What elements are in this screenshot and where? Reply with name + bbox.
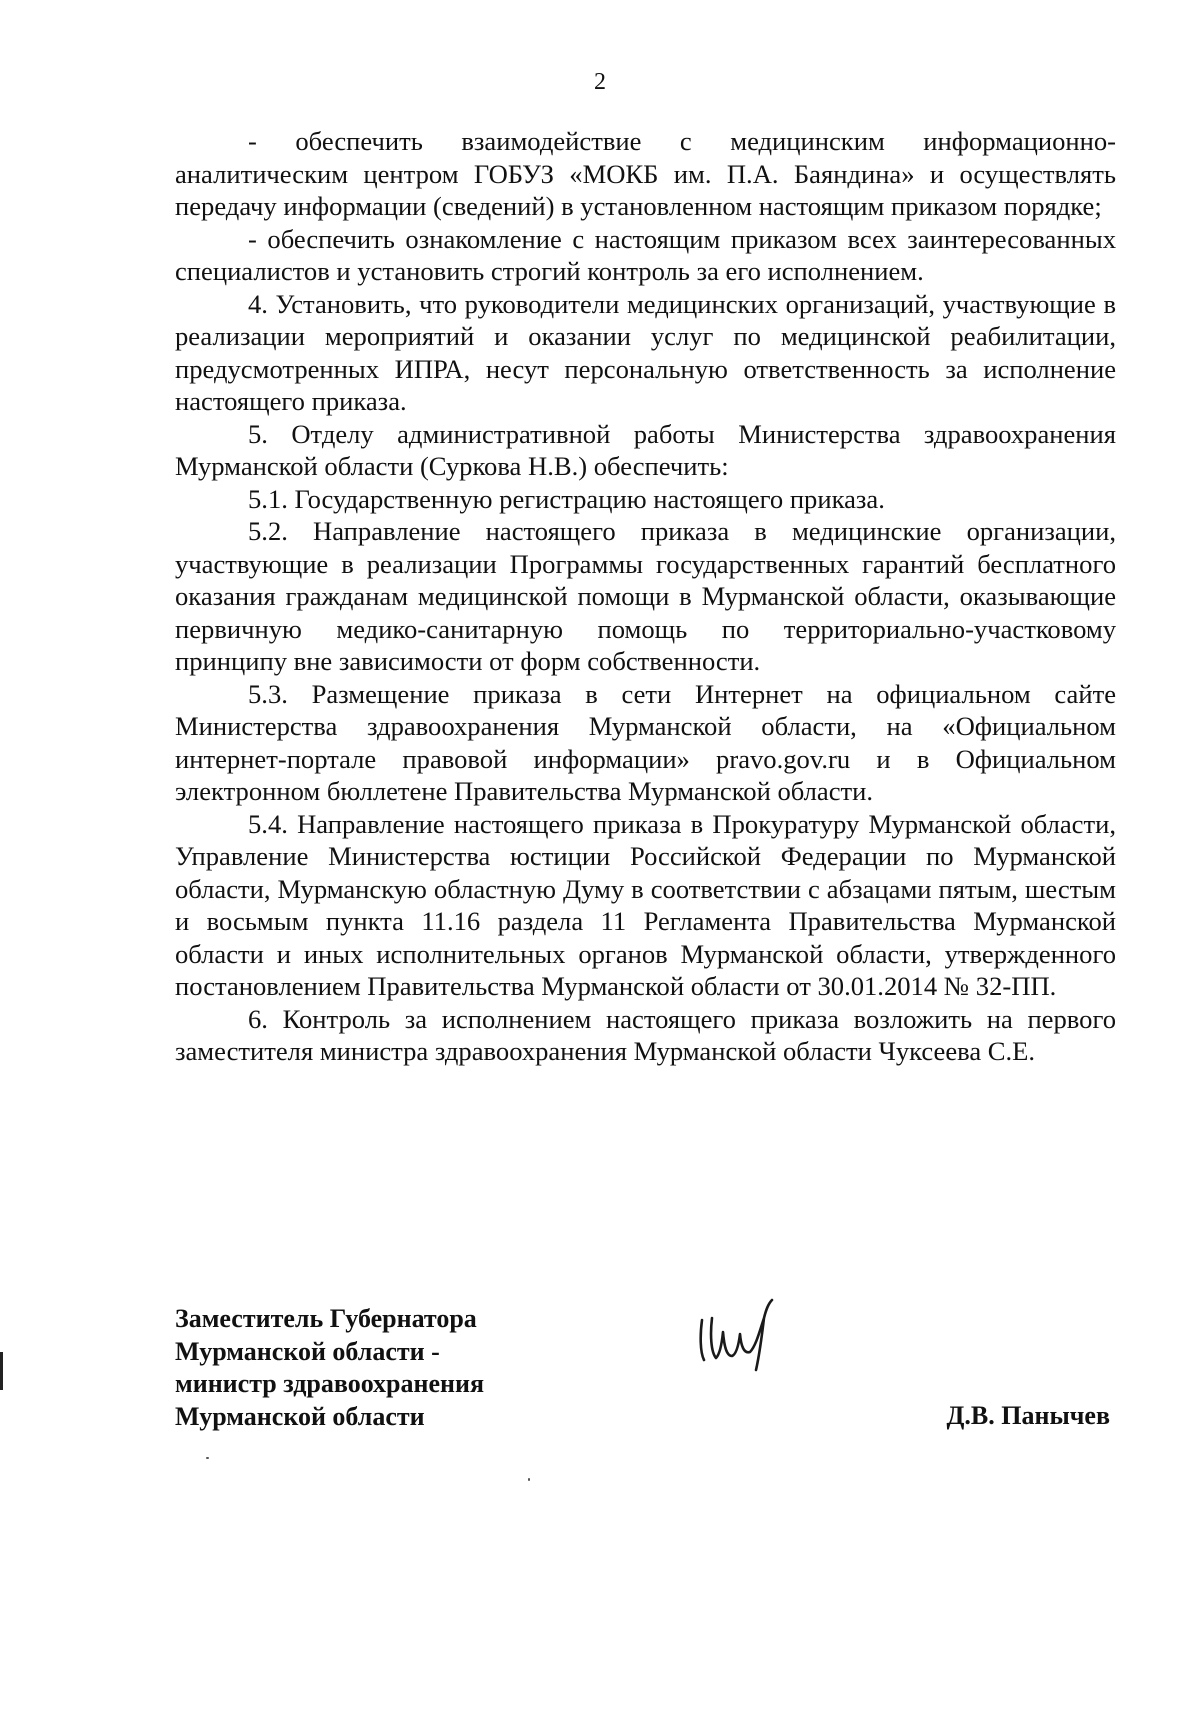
- signer-position-line: Мурманской области: [175, 1401, 425, 1431]
- paragraph-item-6: 6. Контроль за исполнением настоящего приказа возложить на первого заместителя министра здравоохранения Мурманской области Чуксеева С.Е.: [175, 1003, 1116, 1066]
- paragraph-item-5: 5. Отделу административной работы Министерства здравоохранения Мурманской области (Суркова Н.В.) обеспечить:: [175, 418, 1116, 481]
- paragraph-interaction: - обеспечить взаимодействие с медицинским информационно-аналитическим центром ГОБУЗ «МОКБ им. П.А. Баяндина» и осуществлять передачу информации (сведений) в установленном настоящим приказом порядке;: [175, 126, 1116, 221]
- signer-name: Д.В. Панычев: [946, 1401, 1110, 1430]
- paragraph-item-5-1: 5.1. Государственную регистрацию настоящего приказа.: [248, 483, 885, 514]
- signer-position-line: Заместитель Губернатора: [175, 1304, 477, 1333]
- page-number: 2: [594, 69, 606, 95]
- document-body: [175, 125, 1116, 1068]
- signer-position: [175, 1303, 484, 1433]
- paragraph-item-4: 4. Установить, что руководители медицинских организаций, участвующие в реализации мероприятий и оказании услуг по медицинской реабилитации, предусмотренных ИПРА, несут персональную ответственность за исполнение настоящего приказа.: [175, 288, 1116, 416]
- signer-position-line: Мурманской области -: [175, 1336, 440, 1366]
- paragraph-item-5-2: 5.2. Направление настоящего приказа в медицинские организации, участвующие в реализации Программы государственных гарантий бесплатного оказания гражданам медицинской помощи в Мурманской области, оказывающие первичную медико-санитарную помощь по территориально-участковому принципу вне зависимости от форм собственности.: [175, 516, 1116, 676]
- paragraph-familiarization: - обеспечить ознакомление с настоящим приказом всех заинтересованных специалистов и установить строгий контроль за его исполнением.: [175, 223, 1116, 286]
- paragraph-item-5-4: 5.4. Направление настоящего приказа в Прокуратуру Мурманской области, Управление Министерства юстиции Российской Федерации по Мурманской области, Мурманскую областную Думу в соответствии с абзацами пятым, шестым и восьмым пункта 11.16 раздела 11 Регламента Правительства Мурманской области и иных исполнительных органов Мурманской области, утвержденного постановлением Правительства Мурманской области от 30.01.2014 № 32-ПП.: [175, 808, 1116, 1001]
- scan-speck: [528, 1478, 530, 1481]
- handwritten-signature-icon: [690, 1290, 790, 1380]
- paragraph-item-5-3: 5.3. Размещение приказа в сети Интернет на официальном сайте Министерства здравоохранения Мурманской области, на «Официальном интернет-портале правовой информации» pravo.gov.ru и в Официальном электронном бюллетене Правительства Мурманской области.: [175, 678, 1116, 806]
- scan-speck: [206, 1457, 209, 1459]
- scan-margin-mark: [0, 1352, 3, 1390]
- signer-position-line: министр здравоохранения: [175, 1369, 485, 1398]
